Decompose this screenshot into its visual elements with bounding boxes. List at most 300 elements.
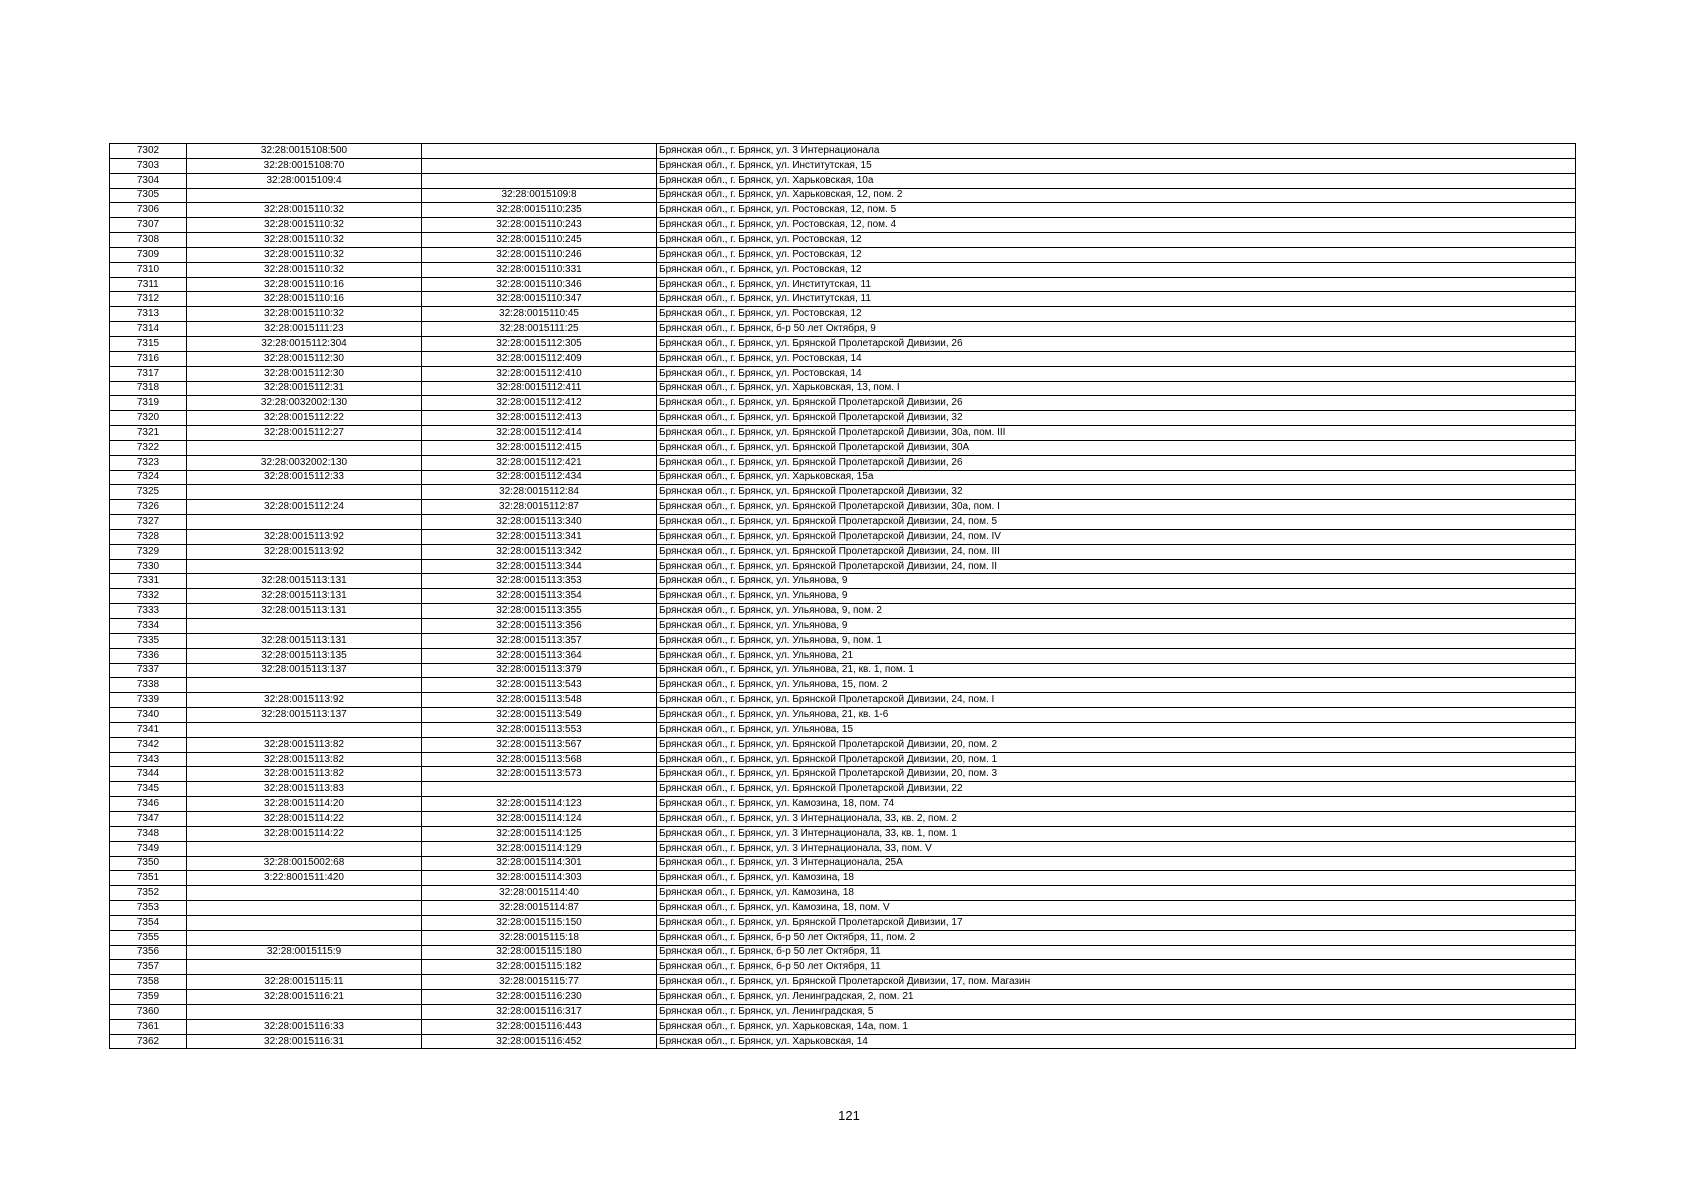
address-cell: Брянская обл., г. Брянск, ул. Камозина, 18 <box>657 871 1576 886</box>
address-cell: Брянская обл., г. Брянск, ул. Ульянова, 9, пом. 1 <box>657 633 1576 648</box>
object-number-cell: 32:28:0015112:84 <box>422 485 657 500</box>
table-row <box>110 322 1576 337</box>
parcel-number-cell: 32:28:0015114:20 <box>187 797 422 812</box>
row-number-cell: 7312 <box>110 292 187 307</box>
table-row <box>110 871 1576 886</box>
table-row <box>110 426 1576 441</box>
parcel-number-cell: 32:28:0015110:32 <box>187 262 422 277</box>
table-row <box>110 856 1576 871</box>
parcel-number-cell: 32:28:0015113:83 <box>187 782 422 797</box>
table-row <box>110 915 1576 930</box>
table-row <box>110 975 1576 990</box>
object-number-cell: 32:28:0015110:45 <box>422 307 657 322</box>
object-number-cell: 32:28:0015110:243 <box>422 218 657 233</box>
row-number-cell: 7308 <box>110 233 187 248</box>
row-number-cell: 7344 <box>110 767 187 782</box>
table-row <box>110 247 1576 262</box>
address-cell: Брянская обл., г. Брянск, ул. Брянской Пролетарской Дивизии, 30а, пом. III <box>657 426 1576 441</box>
row-number-cell: 7311 <box>110 277 187 292</box>
parcel-number-cell: 32:28:0015115:11 <box>187 975 422 990</box>
parcel-number-cell <box>187 722 422 737</box>
address-cell: Брянская обл., г. Брянск, ул. Брянской Пролетарской Дивизии, 24, пом. III <box>657 544 1576 559</box>
object-number-cell: 32:28:0015113:342 <box>422 544 657 559</box>
parcel-number-cell: 32:28:0015110:16 <box>187 292 422 307</box>
table-row <box>110 1034 1576 1049</box>
table-row <box>110 203 1576 218</box>
table-row <box>110 158 1576 173</box>
table-row <box>110 173 1576 188</box>
address-cell: Брянская обл., г. Брянск, ул. Брянской Пролетарской Дивизии, 22 <box>657 782 1576 797</box>
parcel-number-cell: 32:28:0015110:32 <box>187 307 422 322</box>
row-number-cell: 7306 <box>110 203 187 218</box>
table-row <box>110 960 1576 975</box>
address-cell: Брянская обл., г. Брянск, ул. Брянской Пролетарской Дивизии, 32 <box>657 485 1576 500</box>
table-row <box>110 144 1576 159</box>
object-number-cell: 32:28:0015115:18 <box>422 930 657 945</box>
parcel-number-cell: 32:28:0015110:32 <box>187 247 422 262</box>
parcel-number-cell: 32:28:0015113:92 <box>187 529 422 544</box>
object-number-cell: 32:28:0015114:303 <box>422 871 657 886</box>
object-number-cell: 32:28:0015114:87 <box>422 901 657 916</box>
parcel-number-cell: 32:28:0015113:135 <box>187 648 422 663</box>
parcel-number-cell: 3:22:8001511:420 <box>187 871 422 886</box>
object-number-cell: 32:28:0015113:355 <box>422 604 657 619</box>
address-cell: Брянская обл., г. Брянск, ул. Ульянова, 9 <box>657 619 1576 634</box>
object-number-cell: 32:28:0015114:129 <box>422 841 657 856</box>
row-number-cell: 7338 <box>110 678 187 693</box>
row-number-cell: 7332 <box>110 589 187 604</box>
table-row <box>110 559 1576 574</box>
row-number-cell: 7357 <box>110 960 187 975</box>
table-row <box>110 886 1576 901</box>
parcel-number-cell: 32:28:0015111:23 <box>187 322 422 337</box>
parcel-number-cell: 32:28:0032002:130 <box>187 455 422 470</box>
address-cell: Брянская обл., г. Брянск, ул. Ростовская, 12 <box>657 307 1576 322</box>
object-number-cell: 32:28:0015116:317 <box>422 1004 657 1019</box>
parcel-number-cell <box>187 559 422 574</box>
object-number-cell <box>422 158 657 173</box>
row-number-cell: 7355 <box>110 930 187 945</box>
row-number-cell: 7353 <box>110 901 187 916</box>
parcel-number-cell <box>187 1004 422 1019</box>
address-cell: Брянская обл., г. Брянск, ул. Харьковская, 15а <box>657 470 1576 485</box>
parcel-number-cell: 32:28:0015112:30 <box>187 366 422 381</box>
parcel-number-cell: 32:28:0015113:82 <box>187 767 422 782</box>
object-number-cell: 32:28:0015113:340 <box>422 515 657 530</box>
row-number-cell: 7341 <box>110 722 187 737</box>
table-body <box>110 144 1576 1049</box>
object-number-cell: 32:28:0015115:77 <box>422 975 657 990</box>
row-number-cell: 7335 <box>110 633 187 648</box>
row-number-cell: 7321 <box>110 426 187 441</box>
table-row <box>110 515 1576 530</box>
row-number-cell: 7327 <box>110 515 187 530</box>
object-number-cell: 32:28:0015113:353 <box>422 574 657 589</box>
table-row <box>110 366 1576 381</box>
address-cell: Брянская обл., г. Брянск, ул. Харьковская, 12, пом. 2 <box>657 188 1576 203</box>
object-number-cell: 32:28:0015113:568 <box>422 752 657 767</box>
row-number-cell: 7345 <box>110 782 187 797</box>
object-number-cell: 32:28:0015113:553 <box>422 722 657 737</box>
address-cell: Брянская обл., г. Брянск, ул. Ульянова, 9 <box>657 574 1576 589</box>
table-row <box>110 292 1576 307</box>
table-row <box>110 277 1576 292</box>
row-number-cell: 7336 <box>110 648 187 663</box>
row-number-cell: 7340 <box>110 708 187 723</box>
object-number-cell: 32:28:0015110:346 <box>422 277 657 292</box>
object-number-cell: 32:28:0015114:125 <box>422 826 657 841</box>
parcel-number-cell: 32:28:0015110:32 <box>187 203 422 218</box>
row-number-cell: 7323 <box>110 455 187 470</box>
object-number-cell: 32:28:0015110:235 <box>422 203 657 218</box>
row-number-cell: 7337 <box>110 663 187 678</box>
parcel-number-cell: 32:28:0015114:22 <box>187 826 422 841</box>
table-row <box>110 722 1576 737</box>
row-number-cell: 7313 <box>110 307 187 322</box>
address-cell: Брянская обл., г. Брянск, ул. Брянской Пролетарской Дивизии, 30А <box>657 440 1576 455</box>
address-cell: Брянская обл., г. Брянск, ул. Ленинградская, 2, пом. 21 <box>657 990 1576 1005</box>
parcel-number-cell: 32:28:0015113:92 <box>187 693 422 708</box>
table-row <box>110 1019 1576 1034</box>
row-number-cell: 7342 <box>110 737 187 752</box>
object-number-cell: 32:28:0015110:331 <box>422 262 657 277</box>
parcel-number-cell: 32:28:0015112:24 <box>187 500 422 515</box>
parcel-number-cell: 32:28:0015114:22 <box>187 811 422 826</box>
address-cell: Брянская обл., г. Брянск, ул. Ленинградская, 5 <box>657 1004 1576 1019</box>
address-cell: Брянская обл., г. Брянск, б-р 50 лет Октября, 11, пом. 2 <box>657 930 1576 945</box>
row-number-cell: 7361 <box>110 1019 187 1034</box>
table-row <box>110 396 1576 411</box>
table-row <box>110 307 1576 322</box>
table-row <box>110 411 1576 426</box>
table-row <box>110 782 1576 797</box>
row-number-cell: 7319 <box>110 396 187 411</box>
address-cell: Брянская обл., г. Брянск, ул. Ульянова, 21, кв. 1, пом. 1 <box>657 663 1576 678</box>
table-row <box>110 336 1576 351</box>
row-number-cell: 7302 <box>110 144 187 159</box>
address-cell: Брянская обл., г. Брянск, ул. Институтская, 15 <box>657 158 1576 173</box>
object-number-cell: 32:28:0015112:415 <box>422 440 657 455</box>
table-row <box>110 529 1576 544</box>
address-cell: Брянская обл., г. Брянск, ул. Брянской Пролетарской Дивизии, 26 <box>657 455 1576 470</box>
table-row <box>110 826 1576 841</box>
row-number-cell: 7330 <box>110 559 187 574</box>
address-cell: Брянская обл., г. Брянск, ул. Ульянова, 9 <box>657 589 1576 604</box>
table-row <box>110 767 1576 782</box>
address-cell: Брянская обл., г. Брянск, ул. 3 Интернационала, 33, кв. 2, пом. 2 <box>657 811 1576 826</box>
parcel-number-cell: 32:28:0015002:68 <box>187 856 422 871</box>
table-row <box>110 708 1576 723</box>
table-row <box>110 455 1576 470</box>
parcel-number-cell: 32:28:0015116:33 <box>187 1019 422 1034</box>
parcel-number-cell: 32:28:0015112:27 <box>187 426 422 441</box>
table-row <box>110 574 1576 589</box>
row-number-cell: 7309 <box>110 247 187 262</box>
row-number-cell: 7334 <box>110 619 187 634</box>
table-row <box>110 737 1576 752</box>
row-number-cell: 7329 <box>110 544 187 559</box>
object-number-cell: 32:28:0015112:410 <box>422 366 657 381</box>
address-cell: Брянская обл., г. Брянск, ул. Брянской Пролетарской Дивизии, 24, пом. 5 <box>657 515 1576 530</box>
address-cell: Брянская обл., г. Брянск, ул. Брянской Пролетарской Дивизии, 17, пом. Магазин <box>657 975 1576 990</box>
object-number-cell: 32:28:0015116:230 <box>422 990 657 1005</box>
table-row <box>110 930 1576 945</box>
parcel-number-cell: 32:28:0015113:82 <box>187 737 422 752</box>
address-cell: Брянская обл., г. Брянск, ул. Ростовская, 12 <box>657 233 1576 248</box>
row-number-cell: 7347 <box>110 811 187 826</box>
table-row <box>110 188 1576 203</box>
object-number-cell <box>422 782 657 797</box>
address-cell: Брянская обл., г. Брянск, ул. Ростовская, 14 <box>657 351 1576 366</box>
row-number-cell: 7328 <box>110 529 187 544</box>
address-cell: Брянская обл., г. Брянск, ул. 3 Интернационала, 33, пом. V <box>657 841 1576 856</box>
parcel-number-cell <box>187 188 422 203</box>
table-row <box>110 381 1576 396</box>
address-cell: Брянская обл., г. Брянск, ул. 3 Интернационала <box>657 144 1576 159</box>
object-number-cell: 32:28:0015109:8 <box>422 188 657 203</box>
address-cell: Брянская обл., г. Брянск, ул. Ульянова, 21, кв. 1-6 <box>657 708 1576 723</box>
object-number-cell <box>422 144 657 159</box>
table-row <box>110 500 1576 515</box>
page-number: 121 <box>838 1108 860 1123</box>
table-row <box>110 351 1576 366</box>
parcel-number-cell <box>187 619 422 634</box>
parcel-number-cell <box>187 841 422 856</box>
parcel-number-cell: 32:28:0015116:21 <box>187 990 422 1005</box>
object-number-cell: 32:28:0015115:182 <box>422 960 657 975</box>
parcel-number-cell <box>187 886 422 901</box>
row-number-cell: 7320 <box>110 411 187 426</box>
address-cell: Брянская обл., г. Брянск, ул. Ульянова, 15, пом. 2 <box>657 678 1576 693</box>
row-number-cell: 7351 <box>110 871 187 886</box>
parcel-number-cell <box>187 960 422 975</box>
address-cell: Брянская обл., г. Брянск, ул. 3 Интернационала, 25А <box>657 856 1576 871</box>
address-cell: Брянская обл., г. Брянск, ул. Ростовская, 12 <box>657 247 1576 262</box>
row-number-cell: 7304 <box>110 173 187 188</box>
row-number-cell: 7359 <box>110 990 187 1005</box>
object-number-cell: 32:28:0015113:341 <box>422 529 657 544</box>
address-cell: Брянская обл., г. Брянск, б-р 50 лет Октября, 11 <box>657 960 1576 975</box>
table-row <box>110 797 1576 812</box>
parcel-number-cell <box>187 515 422 530</box>
address-cell: Брянская обл., г. Брянск, ул. Брянской Пролетарской Дивизии, 20, пом. 1 <box>657 752 1576 767</box>
address-cell: Брянская обл., г. Брянск, ул. Институтская, 11 <box>657 292 1576 307</box>
parcel-number-cell: 32:28:0015113:82 <box>187 752 422 767</box>
object-number-cell: 32:28:0015110:347 <box>422 292 657 307</box>
row-number-cell: 7316 <box>110 351 187 366</box>
address-cell: Брянская обл., г. Брянск, ул. Камозина, 18, пом. 74 <box>657 797 1576 812</box>
object-number-cell: 32:28:0015113:344 <box>422 559 657 574</box>
table-row <box>110 648 1576 663</box>
table-row <box>110 233 1576 248</box>
parcel-number-cell: 32:28:0015116:31 <box>187 1034 422 1049</box>
row-number-cell: 7352 <box>110 886 187 901</box>
address-cell: Брянская обл., г. Брянск, б-р 50 лет Октября, 9 <box>657 322 1576 337</box>
parcel-number-cell <box>187 915 422 930</box>
parcel-number-cell: 32:28:0015110:32 <box>187 233 422 248</box>
table-row <box>110 1004 1576 1019</box>
row-number-cell: 7354 <box>110 915 187 930</box>
table-row <box>110 841 1576 856</box>
row-number-cell: 7349 <box>110 841 187 856</box>
parcel-number-cell: 32:28:0015110:32 <box>187 218 422 233</box>
parcel-number-cell: 32:28:0015108:70 <box>187 158 422 173</box>
row-number-cell: 7348 <box>110 826 187 841</box>
address-cell: Брянская обл., г. Брянск, ул. Харьковская, 14а, пом. 1 <box>657 1019 1576 1034</box>
row-number-cell: 7324 <box>110 470 187 485</box>
row-number-cell: 7339 <box>110 693 187 708</box>
address-cell: Брянская обл., г. Брянск, ул. Институтская, 11 <box>657 277 1576 292</box>
address-cell: Брянская обл., г. Брянск, ул. Брянской Пролетарской Дивизии, 20, пом. 2 <box>657 737 1576 752</box>
object-number-cell: 32:28:0015114:123 <box>422 797 657 812</box>
address-cell: Брянская обл., г. Брянск, ул. Ростовская, 14 <box>657 366 1576 381</box>
row-number-cell: 7358 <box>110 975 187 990</box>
address-cell: Брянская обл., г. Брянск, ул. Ростовская, 12, пом. 4 <box>657 218 1576 233</box>
address-cell: Брянская обл., г. Брянск, ул. Брянской Пролетарской Дивизии, 32 <box>657 411 1576 426</box>
table-row <box>110 693 1576 708</box>
row-number-cell: 7310 <box>110 262 187 277</box>
table-row <box>110 470 1576 485</box>
row-number-cell: 7303 <box>110 158 187 173</box>
row-number-cell: 7317 <box>110 366 187 381</box>
object-number-cell: 32:28:0015113:567 <box>422 737 657 752</box>
table-row <box>110 901 1576 916</box>
object-number-cell: 32:28:0015115:180 <box>422 945 657 960</box>
address-cell: Брянская обл., г. Брянск, ул. Харьковская, 10а <box>657 173 1576 188</box>
object-number-cell: 32:28:0015113:356 <box>422 619 657 634</box>
object-number-cell: 32:28:0015113:364 <box>422 648 657 663</box>
address-cell: Брянская обл., г. Брянск, ул. Брянской Пролетарской Дивизии, 24, пом. II <box>657 559 1576 574</box>
object-number-cell: 32:28:0015112:434 <box>422 470 657 485</box>
row-number-cell: 7322 <box>110 440 187 455</box>
row-number-cell: 7325 <box>110 485 187 500</box>
row-number-cell: 7362 <box>110 1034 187 1049</box>
address-cell: Брянская обл., г. Брянск, ул. Ульянова, 21 <box>657 648 1576 663</box>
row-number-cell: 7350 <box>110 856 187 871</box>
object-number-cell: 32:28:0015110:246 <box>422 247 657 262</box>
table-row <box>110 544 1576 559</box>
parcel-number-cell: 32:28:0015113:92 <box>187 544 422 559</box>
parcel-number-cell <box>187 901 422 916</box>
row-number-cell: 7315 <box>110 336 187 351</box>
table-row <box>110 633 1576 648</box>
table-row <box>110 811 1576 826</box>
parcel-number-cell: 32:28:0015113:131 <box>187 574 422 589</box>
object-number-cell: 32:28:0015112:414 <box>422 426 657 441</box>
parcel-number-cell: 32:28:0015113:137 <box>187 708 422 723</box>
object-number-cell: 32:28:0015111:25 <box>422 322 657 337</box>
table-row <box>110 218 1576 233</box>
parcel-number-cell: 32:28:0015113:131 <box>187 633 422 648</box>
row-number-cell: 7356 <box>110 945 187 960</box>
row-number-cell: 7331 <box>110 574 187 589</box>
parcel-number-cell: 32:28:0015110:16 <box>187 277 422 292</box>
address-cell: Брянская обл., г. Брянск, ул. 3 Интернационала, 33, кв. 1, пом. 1 <box>657 826 1576 841</box>
address-cell: Брянская обл., г. Брянск, ул. Брянской Пролетарской Дивизии, 30а, пом. I <box>657 500 1576 515</box>
address-cell: Брянская обл., г. Брянск, ул. Ульянова, 15 <box>657 722 1576 737</box>
address-cell: Брянская обл., г. Брянск, ул. Камозина, 18 <box>657 886 1576 901</box>
table-row <box>110 990 1576 1005</box>
table-row <box>110 663 1576 678</box>
address-cell: Брянская обл., г. Брянск, ул. Харьковская, 14 <box>657 1034 1576 1049</box>
parcel-number-cell: 32:28:0015113:131 <box>187 604 422 619</box>
address-cell: Брянская обл., г. Брянск, ул. Брянской Пролетарской Дивизии, 26 <box>657 396 1576 411</box>
object-number-cell: 32:28:0015112:305 <box>422 336 657 351</box>
cadastral-table <box>109 143 1576 1049</box>
object-number-cell: 32:28:0015110:245 <box>422 233 657 248</box>
object-number-cell: 32:28:0015116:452 <box>422 1034 657 1049</box>
object-number-cell: 32:28:0015112:87 <box>422 500 657 515</box>
parcel-number-cell: 32:28:0015115:9 <box>187 945 422 960</box>
object-number-cell: 32:28:0015112:411 <box>422 381 657 396</box>
address-cell: Брянская обл., г. Брянск, б-р 50 лет Октября, 11 <box>657 945 1576 960</box>
address-cell: Брянская обл., г. Брянск, ул. Камозина, 18, пом. V <box>657 901 1576 916</box>
parcel-number-cell: 32:28:0015112:33 <box>187 470 422 485</box>
table-row <box>110 440 1576 455</box>
object-number-cell: 32:28:0015112:413 <box>422 411 657 426</box>
table-row <box>110 752 1576 767</box>
address-cell: Брянская обл., г. Брянск, ул. Ростовская, 12, пом. 5 <box>657 203 1576 218</box>
parcel-number-cell: 32:28:0032002:130 <box>187 396 422 411</box>
address-cell: Брянская обл., г. Брянск, ул. Брянской Пролетарской Дивизии, 26 <box>657 336 1576 351</box>
table-row <box>110 262 1576 277</box>
parcel-number-cell: 32:28:0015109:4 <box>187 173 422 188</box>
table-row <box>110 604 1576 619</box>
object-number-cell: 32:28:0015113:573 <box>422 767 657 782</box>
object-number-cell: 32:28:0015113:354 <box>422 589 657 604</box>
table-row <box>110 619 1576 634</box>
object-number-cell: 32:28:0015112:421 <box>422 455 657 470</box>
row-number-cell: 7307 <box>110 218 187 233</box>
object-number-cell: 32:28:0015116:443 <box>422 1019 657 1034</box>
parcel-number-cell <box>187 485 422 500</box>
address-cell: Брянская обл., г. Брянск, ул. Ростовская, 12 <box>657 262 1576 277</box>
parcel-number-cell <box>187 440 422 455</box>
parcel-number-cell: 32:28:0015112:30 <box>187 351 422 366</box>
address-cell: Брянская обл., г. Брянск, ул. Брянской Пролетарской Дивизии, 24, пом. I <box>657 693 1576 708</box>
address-cell: Брянская обл., г. Брянск, ул. Брянской Пролетарской Дивизии, 20, пом. 3 <box>657 767 1576 782</box>
object-number-cell: 32:28:0015112:412 <box>422 396 657 411</box>
object-number-cell: 32:28:0015113:549 <box>422 708 657 723</box>
row-number-cell: 7305 <box>110 188 187 203</box>
parcel-number-cell: 32:28:0015113:137 <box>187 663 422 678</box>
object-number-cell <box>422 173 657 188</box>
parcel-number-cell <box>187 930 422 945</box>
row-number-cell: 7314 <box>110 322 187 337</box>
object-number-cell: 32:28:0015114:124 <box>422 811 657 826</box>
object-number-cell: 32:28:0015114:301 <box>422 856 657 871</box>
object-number-cell: 32:28:0015113:357 <box>422 633 657 648</box>
parcel-number-cell: 32:28:0015112:304 <box>187 336 422 351</box>
parcel-number-cell: 32:28:0015113:131 <box>187 589 422 604</box>
object-number-cell: 32:28:0015113:543 <box>422 678 657 693</box>
address-cell: Брянская обл., г. Брянск, ул. Брянской Пролетарской Дивизии, 24, пом. IV <box>657 529 1576 544</box>
row-number-cell: 7326 <box>110 500 187 515</box>
row-number-cell: 7360 <box>110 1004 187 1019</box>
parcel-number-cell: 32:28:0015112:22 <box>187 411 422 426</box>
table-row <box>110 945 1576 960</box>
table-row <box>110 589 1576 604</box>
object-number-cell: 32:28:0015114:40 <box>422 886 657 901</box>
parcel-number-cell <box>187 678 422 693</box>
object-number-cell: 32:28:0015112:409 <box>422 351 657 366</box>
object-number-cell: 32:28:0015113:379 <box>422 663 657 678</box>
address-cell: Брянская обл., г. Брянск, ул. Харьковская, 13, пом. I <box>657 381 1576 396</box>
parcel-number-cell: 32:28:0015108:500 <box>187 144 422 159</box>
row-number-cell: 7346 <box>110 797 187 812</box>
row-number-cell: 7343 <box>110 752 187 767</box>
row-number-cell: 7318 <box>110 381 187 396</box>
